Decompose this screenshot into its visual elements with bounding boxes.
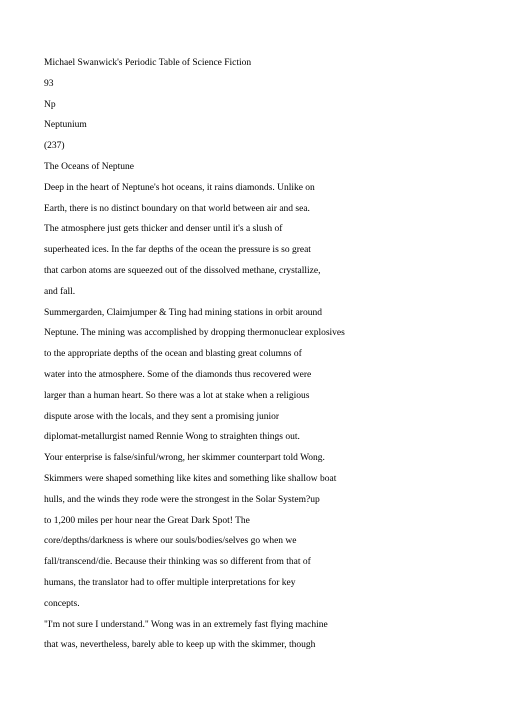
body-line: Your enterprise is false/sinful/wrong, her skimmer counterpart told Wong.: [44, 453, 325, 464]
element-name: Neptunium: [44, 120, 87, 131]
body-line: Neptune. The mining was accomplished by dropping thermonuclear explosives: [44, 328, 345, 339]
body-line: fall/transcend/die. Because their thinking was so different from that of: [44, 557, 311, 568]
body-line: that carbon atoms are squeezed out of the dissolved methane, crystallize,: [44, 265, 321, 276]
body-line: superheated ices. In the far depths of the ocean the pressure is so great: [44, 245, 311, 256]
story-title: The Oceans of Neptune: [44, 161, 134, 172]
body-line: The atmosphere just gets thicker and denser until it's a slush of: [44, 224, 283, 235]
atomic-number: 93: [44, 78, 54, 89]
body-line: concepts.: [44, 598, 80, 609]
body-line: larger than a human heart. So there was a lot at stake when a religious: [44, 390, 310, 401]
element-symbol: Np: [44, 99, 56, 110]
body-line: to 1,200 miles per hour near the Great Dark Spot! The: [44, 515, 250, 526]
body-line: core/depths/darkness is where our souls/bodies/selves go when we: [44, 536, 297, 547]
body-line: hulls, and the winds they rode were the strongest in the Solar System?up: [44, 494, 320, 505]
atomic-mass: (237): [44, 141, 65, 152]
body-line: "I'm not sure I understand." Wong was in an extremely fast flying machine: [44, 619, 328, 630]
body-line: Earth, there is no distinct boundary on that world between air and sea.: [44, 203, 310, 214]
body-line: that was, nevertheless, barely able to keep up with the skimmer, though: [44, 640, 316, 651]
body-line: dispute arose with the locals, and they sent a promising junior: [44, 411, 280, 422]
series-title: Michael Swanwick's Periodic Table of Science Fiction: [44, 58, 252, 68]
body-line: Skimmers were shaped something like kites and something like shallow boat: [44, 473, 337, 484]
body-line: Summergarden, Claimjumper & Ting had mining stations in orbit around: [44, 307, 322, 318]
body-line: to the appropriate depths of the ocean and blasting great columns of: [44, 349, 302, 360]
body-line: water into the atmosphere. Some of the diamonds thus recovered were: [44, 369, 312, 380]
body-line: humans, the translator had to offer multiple interpretations for key: [44, 577, 296, 588]
body-line: Deep in the heart of Neptune's hot oceans, it rains diamonds. Unlike on: [44, 182, 315, 193]
body-line: and fall.: [44, 286, 76, 297]
body-line: diplomat-metallurgist named Rennie Wong to straighten things out.: [44, 432, 300, 443]
